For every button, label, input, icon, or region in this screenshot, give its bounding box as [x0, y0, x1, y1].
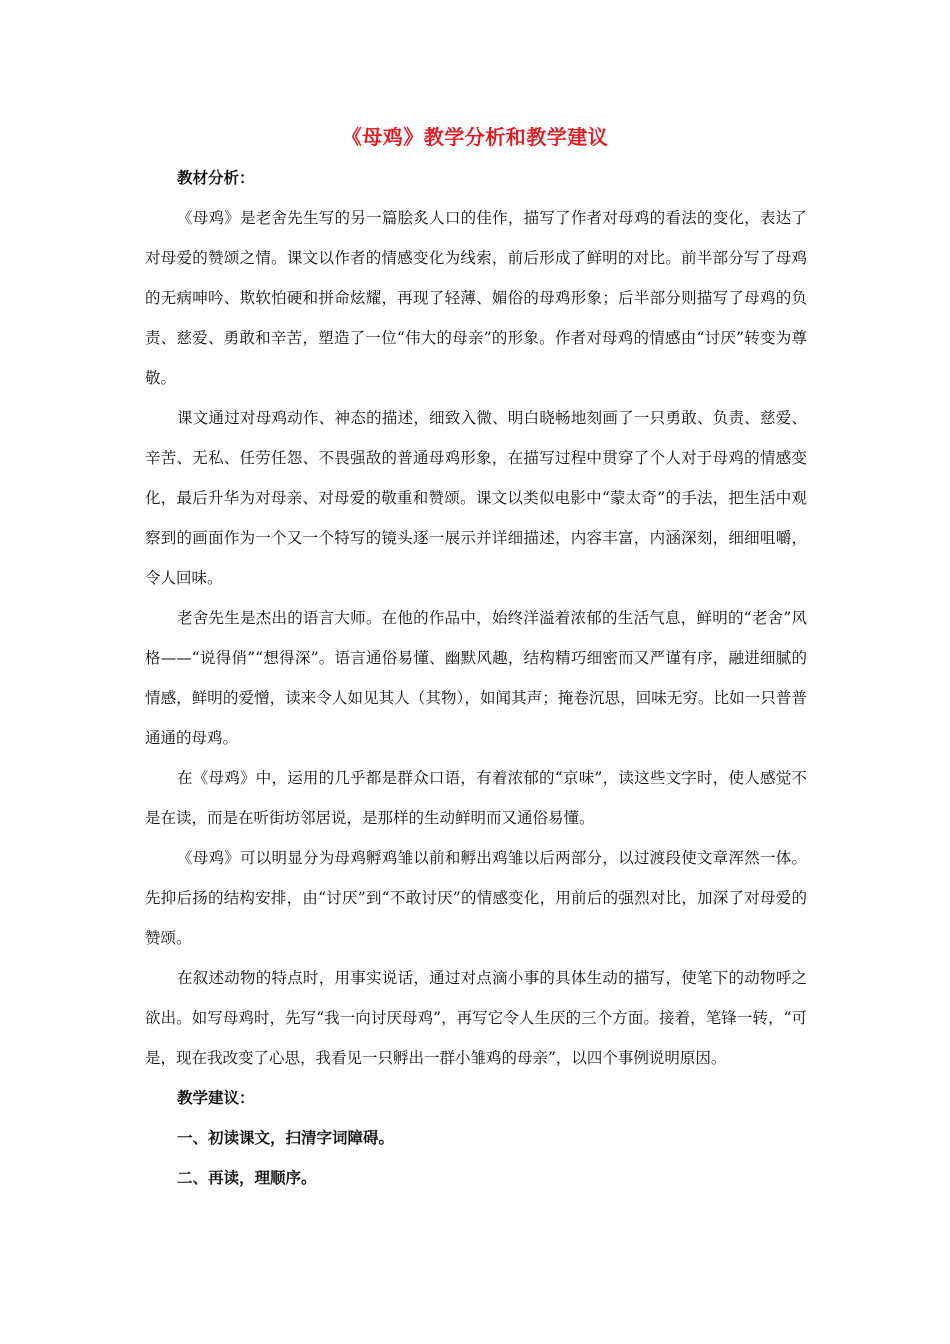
document-body: [145, 158, 807, 1198]
paragraph-4: 在《母鸡》中，运用的几乎都是群众口语，有着浓郁的“京味”，读这些文字时，使人感觉不是在读，而是在听街坊邻居说，是那样的生动鲜明而又通俗易懂。: [145, 769, 807, 827]
paragraph-3: 老舍先生是杰出的语言大师。在他的作品中，始终洋溢着浓郁的生活气息，鲜明的“老舍”风格——“说得俏”“想得深”。语言通俗易懂、幽默风趣，结构精巧细密而又严谨有序，融进细腻的情感，鲜明的爱憎，读来令人如见其人（其物），如闻其声；掩卷沉思，回味无穷。比如一只普普通通的母鸡。: [145, 609, 807, 747]
document-title: 《母鸡》教学分析和教学建议: [341, 125, 609, 149]
section-heading-analysis: 教材分析：: [177, 168, 255, 187]
paragraph-2: 课文通过对母鸡动作、神态的描述，细致入微、明白晓畅地刻画了一只勇敢、负责、慈爱、辛苦、无私、任劳任怨、不畏强敌的普通母鸡形象，在描写过程中贯穿了个人对于母鸡的情感变化，最后升华为对母亲、对母爱的敬重和赞颂。课文以类似电影中“蒙太奇”的手法，把生活中观察到的画面作为一个又一个特写的镜头逐一展示并详细描述，内容丰富，内涵深刻，细细咀嚼，令人回味。: [145, 409, 807, 587]
suggestion-item-2: 二、再读，理顺序。: [177, 1168, 317, 1187]
paragraph-6: 在叙述动物的特点时，用事实说话，通过对点滴小事的具体生动的描写，使笔下的动物呼之欲出。如写母鸡时，先写“我一向讨厌母鸡”，再写它令人生厌的三个方面。接着，笔锋一转，“可是，现在我改变了心思，我看见一只孵出一群小雏鸡的母亲”，以四个事例说明原因。: [145, 969, 807, 1067]
paragraph-5: 《母鸡》可以明显分为母鸡孵鸡雏以前和孵出鸡雏以后两部分，以过渡段使文章浑然一体。先抑后扬的结构安排，由“讨厌”到“不敢讨厌”的情感变化，用前后的强烈对比，加深了对母爱的赞颂。: [145, 849, 807, 947]
section-heading-suggestions: 教学建议：: [177, 1088, 255, 1107]
paragraph-1: 《母鸡》是老舍先生写的另一篇脍炙人口的佳作，描写了作者对母鸡的看法的变化，表达了对母爱的赞颂之情。课文以作者的情感变化为线索，前后形成了鲜明的对比。前半部分写了母鸡的无病呻吟、欺软怕硬和拼命炫耀，再现了轻薄、媚俗的母鸡形象；后半部分则描写了母鸡的负责、慈爱、勇敢和辛苦，塑造了一位“伟大的母亲”的形象。作者对母鸡的情感由“讨厌”转变为尊敬。: [145, 209, 807, 387]
suggestion-item-1: 一、初读课文，扫清字词障碍。: [177, 1128, 395, 1147]
